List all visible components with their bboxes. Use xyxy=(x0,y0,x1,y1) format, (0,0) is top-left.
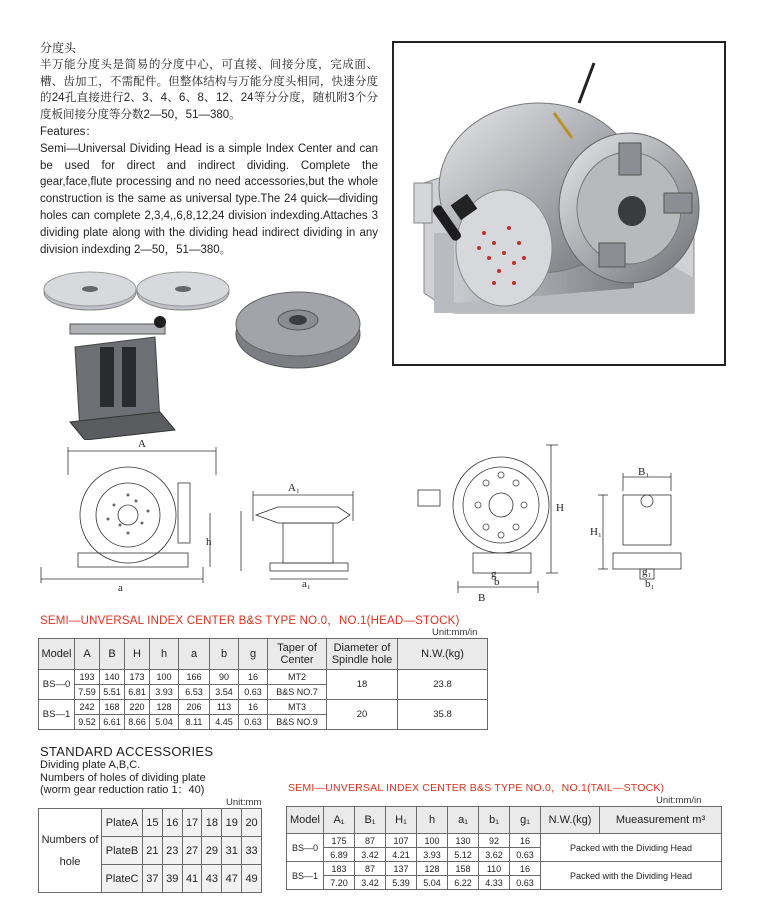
col-header: Model xyxy=(287,807,324,834)
table-cell: 6.53 xyxy=(179,685,210,700)
col-header: g₁ xyxy=(510,807,541,834)
table-cell: 242 xyxy=(75,700,100,715)
col-header: N.W.(kg) xyxy=(398,639,488,670)
dividing-plate-table xyxy=(38,808,262,893)
accessories-unit: Unit:mm xyxy=(226,797,262,808)
col-header: Diameter of Spindle hole xyxy=(327,639,398,670)
table-cell: 166 xyxy=(179,670,210,685)
table-cell: 18 xyxy=(327,670,398,700)
table-cell: 43 xyxy=(202,865,222,893)
table-cell: 8.66 xyxy=(125,715,150,730)
table-cell: 0.63 xyxy=(239,685,268,700)
col-header: g xyxy=(239,639,268,670)
table-cell: 0.63 xyxy=(510,876,541,890)
table-cell: 100 xyxy=(150,670,179,685)
table-cell: 3.54 xyxy=(210,685,239,700)
table-cell: 17 xyxy=(182,809,202,837)
accessories-photo xyxy=(40,262,380,440)
dim-label-g: g xyxy=(491,568,497,580)
tail-stock-table xyxy=(286,806,722,890)
features-label: Features： xyxy=(40,125,97,138)
intro-text-block xyxy=(40,40,378,258)
table-cell: 100 xyxy=(417,834,448,848)
table-cell: 5.04 xyxy=(150,715,179,730)
dim-label-b1: b₁ xyxy=(645,578,655,590)
table-cell: 140 xyxy=(100,670,125,685)
head-stock-table xyxy=(38,638,488,730)
table-cell: 6.22 xyxy=(448,876,479,890)
dim-label-A: A xyxy=(138,438,146,450)
table-cell: 107 xyxy=(386,834,417,848)
table-cell: 23 xyxy=(162,837,182,865)
table-cell: 206 xyxy=(179,700,210,715)
col-header: N.W.(kg) xyxy=(541,807,600,834)
plate-name: PlateC xyxy=(102,865,143,893)
table-cell: 7.20 xyxy=(324,876,355,890)
table-cell: 128 xyxy=(150,700,179,715)
col-header: H₁ xyxy=(386,807,417,834)
accessories-line: Dividing plate A,B,C. xyxy=(40,759,141,771)
table-cell: 110 xyxy=(479,862,510,876)
table-cell: 16 xyxy=(239,670,268,685)
chinese-title: 分度头 xyxy=(40,41,77,55)
table-cell: 5.39 xyxy=(386,876,417,890)
table-cell: 175 xyxy=(324,834,355,848)
table-cell: 87 xyxy=(355,834,386,848)
col-header: B xyxy=(100,639,125,670)
col-header: Mueasurement m³ xyxy=(600,807,722,834)
col-header: h xyxy=(150,639,179,670)
table-cell: 31 xyxy=(222,837,242,865)
table-cell: 193 xyxy=(75,670,100,685)
col-header: A xyxy=(75,639,100,670)
table-cell: 4.33 xyxy=(479,876,510,890)
english-description: Semi—Universal Dividing Head is a simple Index Center and can be used for direct and indirect dividing. Complete the gear,face,flute processing and no need accessories,but the whole construction is the same as universal type.The 24 quick—dividing holes can complete 2,3,4,,6,8,12,24 division indexding.Attaches 3 dividing plate along with the dividing head indirect dividing in any division indexding 2—50，51—380。 xyxy=(40,142,378,256)
table-cell: 3.93 xyxy=(417,848,448,862)
model-cell: BS—1 xyxy=(39,700,75,730)
table-cell: 49 xyxy=(242,865,262,893)
table-cell: MT2 xyxy=(268,670,327,685)
table-cell: 16 xyxy=(239,700,268,715)
col-header: a₁ xyxy=(448,807,479,834)
table-cell: 3.42 xyxy=(355,876,386,890)
dividing-head-photo-frame xyxy=(392,41,726,366)
tail-stock-unit: Unit:mm/in xyxy=(656,795,702,806)
table-cell: 137 xyxy=(386,862,417,876)
table-row xyxy=(287,862,722,876)
table-cell: 39 xyxy=(162,865,182,893)
plate-name: PlateA xyxy=(102,809,143,837)
table-cell: 20 xyxy=(327,700,398,730)
table-cell: 0.63 xyxy=(510,848,541,862)
packing-note: Packed with the Dividing Head xyxy=(541,862,722,890)
table-cell: 183 xyxy=(324,862,355,876)
dividing-head-photo xyxy=(394,43,724,364)
table-cell: MT3 xyxy=(268,700,327,715)
table-cell: 18 xyxy=(202,809,222,837)
col-header: b xyxy=(210,639,239,670)
accessories-block xyxy=(40,744,213,797)
table-cell: 37 xyxy=(143,865,163,893)
table-cell: 128 xyxy=(417,862,448,876)
col-header: B₁ xyxy=(355,807,386,834)
col-header: H xyxy=(125,639,150,670)
col-header: Model xyxy=(39,639,75,670)
head-stock-table-title: SEMI—UNVERSAL INDEX CENTER B&S TYPE NO.0，NO.1(HEAD—STOCK) xyxy=(40,615,460,627)
head-stock-unit: Unit:mm/in xyxy=(432,627,478,638)
table-cell: 5.12 xyxy=(448,848,479,862)
table-cell: 15 xyxy=(143,809,163,837)
table-cell: 23.8 xyxy=(398,670,488,700)
model-cell: BS—0 xyxy=(39,670,75,700)
col-header: b₁ xyxy=(479,807,510,834)
plate-name: PlateB xyxy=(102,837,143,865)
table-cell: 6.61 xyxy=(100,715,125,730)
table-cell: 16 xyxy=(162,809,182,837)
accessories-line: (worm gear reduction ratio 1：40) xyxy=(40,784,205,796)
dim-label-g1: g₁ xyxy=(642,566,652,578)
table-cell: 47 xyxy=(222,865,242,893)
table-row xyxy=(287,834,722,848)
dim-label-H1: H₁ xyxy=(590,526,602,538)
dim-label-A1: A₁ xyxy=(288,482,300,494)
col-header: Taper of Center xyxy=(268,639,327,670)
accessories-line: Numbers of holes of dividing plate xyxy=(40,771,206,784)
table-cell: 35.8 xyxy=(398,700,488,730)
chinese-description: 半万能分度头是简易的分度中心，可直接、间接分度，完成面、槽、齿加工，不需配件。但整体结构与万能分度头相同，快速分度的24孔直接进行2、3、4、6、8、12、24等分分度，随机附3个分度板间接分度等分数2—50，51—380。 xyxy=(40,58,378,122)
table-cell: 3.62 xyxy=(479,848,510,862)
table-cell: 19 xyxy=(222,809,242,837)
table-cell: 90 xyxy=(210,670,239,685)
table-cell: 20 xyxy=(242,809,262,837)
table-cell: 220 xyxy=(125,700,150,715)
row-label: Numbers of hole xyxy=(39,809,102,893)
table-cell: 21 xyxy=(143,837,163,865)
table-cell: 6.81 xyxy=(125,685,150,700)
dim-label-B: B xyxy=(478,592,486,603)
dim-label-a1: a₁ xyxy=(302,578,311,590)
dim-label-h: h xyxy=(206,536,212,548)
dim-label-B1: B₁ xyxy=(638,466,650,478)
table-cell: B&S NO.9 xyxy=(268,715,327,730)
table-cell: 29 xyxy=(202,837,222,865)
table-cell: 5.04 xyxy=(417,876,448,890)
table-cell: 87 xyxy=(355,862,386,876)
table-cell: 130 xyxy=(448,834,479,848)
table-cell: 16 xyxy=(510,862,541,876)
table-cell: 9.52 xyxy=(75,715,100,730)
table-row xyxy=(39,809,262,837)
table-row xyxy=(39,670,488,685)
table-cell: 158 xyxy=(448,862,479,876)
table-cell: 92 xyxy=(479,834,510,848)
table-cell: B&S NO.7 xyxy=(268,685,327,700)
table-cell: 8.11 xyxy=(179,715,210,730)
col-header: h xyxy=(417,807,448,834)
table-cell: 5.51 xyxy=(100,685,125,700)
table-cell: 113 xyxy=(210,700,239,715)
col-header: A₁ xyxy=(324,807,355,834)
table-cell: 4.21 xyxy=(386,848,417,862)
model-cell: BS—1 xyxy=(287,862,324,890)
table-cell: 168 xyxy=(100,700,125,715)
table-cell: 4.45 xyxy=(210,715,239,730)
tail-stock-table-title: SEMI—UNVERSAL INDEX CENTER B&S TYPE NO.0，NO.1(TAIL—STOCK) xyxy=(288,782,665,794)
table-cell: 3.42 xyxy=(355,848,386,862)
table-cell: 173 xyxy=(125,670,150,685)
table-cell: 41 xyxy=(182,865,202,893)
table-cell: 3.93 xyxy=(150,685,179,700)
table-cell: 0.63 xyxy=(239,715,268,730)
table-cell: 6.89 xyxy=(324,848,355,862)
accessories-title: STANDARD ACCESSORIES xyxy=(40,744,214,759)
table-cell: 33 xyxy=(242,837,262,865)
table-row xyxy=(39,700,488,715)
table-cell: 27 xyxy=(182,837,202,865)
dim-label-a: a xyxy=(118,582,123,594)
table-cell: 7.59 xyxy=(75,685,100,700)
model-cell: BS—0 xyxy=(287,834,324,862)
dim-label-H: H xyxy=(556,502,564,514)
table-cell: 16 xyxy=(510,834,541,848)
col-header: a xyxy=(179,639,210,670)
packing-note: Packed with the Dividing Head xyxy=(541,834,722,862)
technical-drawings xyxy=(38,435,738,603)
dim-label-b: b xyxy=(494,576,500,588)
